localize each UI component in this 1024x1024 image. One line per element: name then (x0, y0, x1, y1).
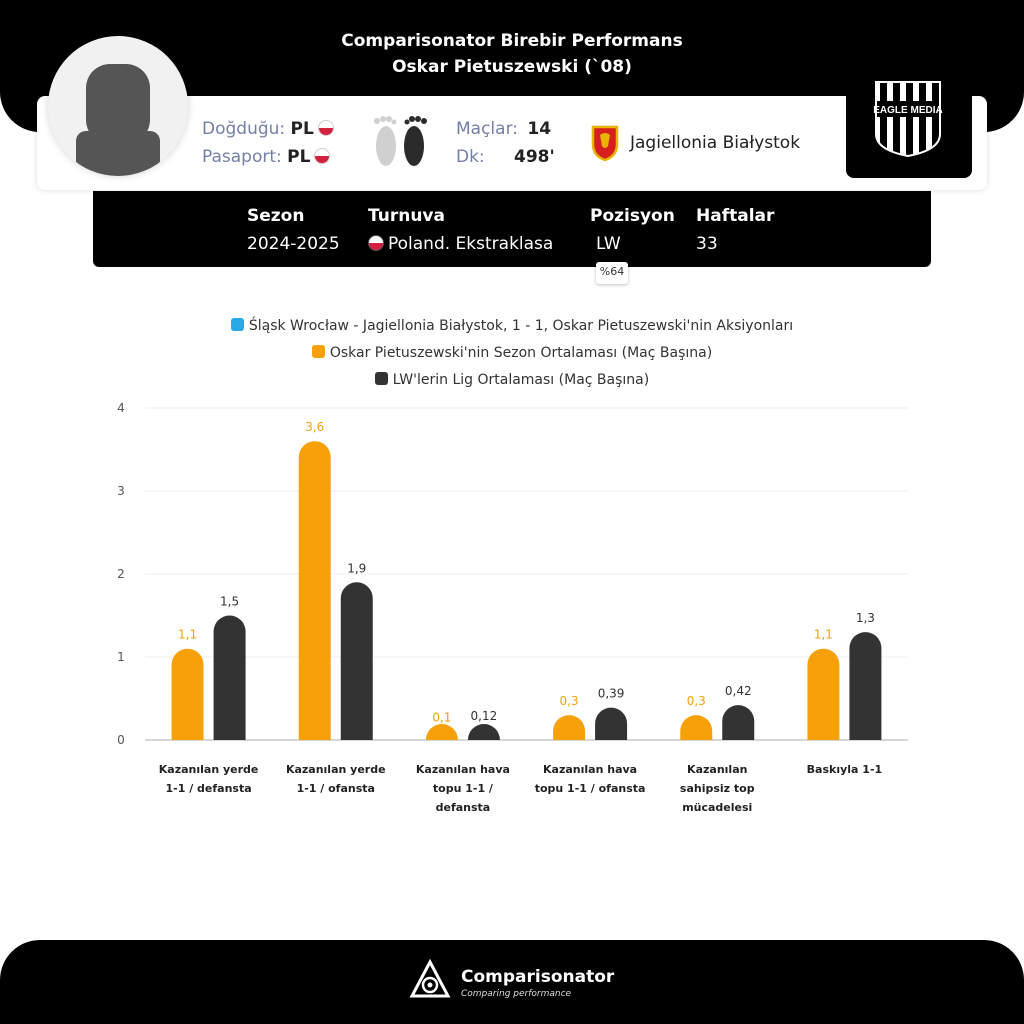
legend-item-season (0, 345, 1024, 361)
birthplace (202, 119, 334, 139)
position-percentage-badge: %64 (596, 262, 628, 284)
season-average-bar (807, 649, 839, 740)
league-average-bar (849, 632, 881, 740)
x-category-label: Kazanılan (687, 763, 748, 776)
x-category-label: Baskıyla 1-1 (806, 763, 883, 776)
person-silhouette-icon (48, 36, 188, 176)
y-tick-label: 0 (117, 733, 125, 747)
legend-item-match (0, 318, 1024, 334)
comparisonator-logo-icon (408, 958, 452, 1004)
y-tick-label: 2 (117, 567, 125, 581)
x-category-label: 1-1 / ofansta (296, 782, 375, 795)
league-average-bar (214, 616, 246, 741)
minutes (456, 147, 485, 167)
x-category-label: Kazanılan yerde (158, 763, 259, 776)
league-average-bar (722, 705, 754, 740)
matches-value: 14 (527, 119, 552, 139)
birthplace-value: PL (290, 119, 314, 139)
season-average-bar (426, 724, 458, 740)
x-category-label: Kazanılan hava (415, 763, 510, 776)
y-tick-label: 1 (117, 650, 125, 664)
minutes-label: Dk: (456, 147, 485, 167)
eagle-media-logo (846, 72, 972, 178)
bar-value-label: 0,42 (724, 684, 752, 699)
poland-flag-icon (368, 235, 384, 251)
tournament-value: Poland. Ekstraklasa (388, 234, 554, 254)
bar-value-label: 0,12 (470, 709, 498, 724)
league-average-bar (595, 708, 627, 740)
x-category-label: mücadelesi (682, 801, 753, 814)
bar-value-label: 0,1 (432, 710, 452, 725)
bar-value-label: 1,9 (347, 561, 367, 576)
x-category-label: defansta (435, 801, 491, 814)
legend-text-match: Śląsk Wrocław - Jagiellonia Białystok, 1 - 1, Oskar Pietuszewski'nin Aksiyonları (248, 318, 794, 334)
passport-label: Pasaport: (202, 147, 282, 167)
birthplace-label: Doğduğu: (202, 119, 286, 139)
position-value: LW (596, 234, 621, 254)
legend-swatch-season (312, 345, 325, 358)
y-tick-label: 3 (117, 484, 125, 498)
season-stats-bar (93, 191, 931, 267)
feet-icon (370, 112, 432, 172)
matches-label: Maçlar: (456, 119, 518, 139)
bar-value-label: 1,1 (178, 627, 198, 642)
legend-text-league: LW'lerin Lig Ortalaması (Maç Başına) (392, 372, 650, 388)
bar-value-label: 0,3 (559, 694, 579, 709)
weeks-value: 33 (696, 234, 718, 254)
x-category-label: sahipsiz top (679, 782, 755, 795)
logo-text: EAGLE MEDIA (873, 105, 943, 116)
bar-value-label: 0,39 (597, 686, 625, 701)
x-category-label: Kazanılan yerde (285, 763, 386, 776)
poland-flag-icon (314, 148, 330, 164)
passport-value: PL (287, 147, 311, 167)
y-tick-label: 4 (117, 401, 125, 415)
passport (202, 147, 330, 167)
season-label: Sezon (247, 206, 305, 226)
x-category-label: topu 1-1 / ofansta (534, 782, 646, 795)
position-label: Pozisyon (590, 206, 675, 226)
league-average-bar (341, 582, 373, 740)
title-line-2: Oskar Pietuszewski (`08) (392, 57, 632, 77)
minutes-value-box (514, 147, 555, 167)
season-average-bar (299, 441, 331, 740)
club-name: Jagiellonia Białystok (630, 133, 801, 153)
bar-value-label: 1,5 (220, 594, 240, 609)
bar-value-label: 1,1 (813, 627, 833, 642)
x-category-label: Kazanılan hava (543, 763, 638, 776)
footer-tagline: Comparing performance (461, 989, 572, 999)
legend-swatch-match (231, 318, 244, 331)
x-category-label: topu 1-1 / (432, 782, 493, 795)
bar-value-label: 0,3 (686, 694, 706, 709)
footer-brand: Comparisonator (461, 967, 615, 987)
legend-item-league (0, 372, 1024, 388)
tournament-label: Turnuva (368, 206, 445, 226)
legend-swatch-league (375, 372, 388, 385)
club-crest-icon (590, 124, 620, 162)
season-value: 2024-2025 (247, 234, 340, 254)
legend-text-season: Oskar Pietuszewski'nin Sezon Ortalaması (Maç Başına) (329, 345, 713, 361)
weeks-label: Haftalar (696, 206, 775, 226)
eagle-media-shield-icon (846, 72, 972, 178)
league-average-bar (468, 724, 500, 740)
bar-value-label: 3,6 (305, 420, 325, 435)
x-category-label: 1-1 / defansta (165, 782, 252, 795)
minutes-value: 498' (514, 147, 555, 167)
season-average-bar (680, 715, 712, 740)
bar-value-label: 1,3 (855, 611, 875, 626)
title-line-1: Comparisonator Birebir Performans (341, 31, 683, 51)
tournament-value-row (368, 234, 553, 254)
season-average-bar (172, 649, 204, 740)
season-average-bar (553, 715, 585, 740)
poland-flag-icon (318, 120, 334, 136)
matches (456, 119, 551, 139)
bar-chart (0, 395, 1024, 825)
player-avatar (48, 36, 188, 176)
